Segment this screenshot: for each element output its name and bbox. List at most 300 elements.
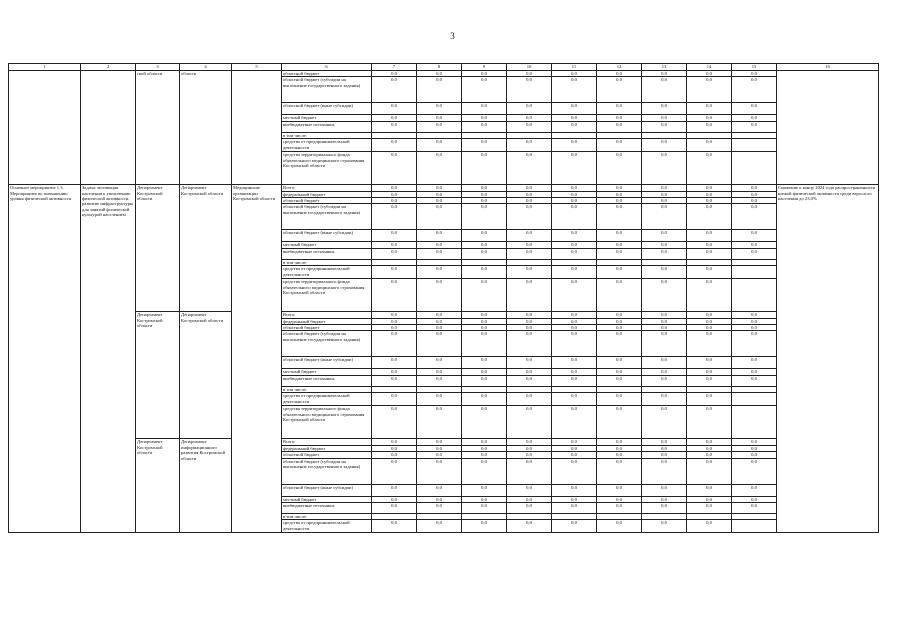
participant-cell: области — [180, 71, 232, 185]
column-header: 10 — [507, 64, 552, 71]
value-cell — [732, 520, 777, 533]
value-cell: 0,0 — [642, 230, 687, 242]
value-cell: 0,0 — [732, 242, 777, 248]
value-cell: 0,0 — [732, 115, 777, 121]
value-cell: 0,0 — [507, 357, 552, 369]
value-cell: 0,0 — [507, 204, 552, 230]
value-cell: 0,0 — [507, 185, 552, 191]
source-label: внебюджетные источники, — [282, 248, 372, 259]
value-cell: 0,0 — [642, 191, 687, 197]
value-cell: 0,0 — [597, 77, 642, 103]
value-cell: 0,0 — [507, 484, 552, 496]
source-label: областной бюджет (субсидии на выполнение государственного задания) — [282, 204, 372, 230]
value-cell: 0,0 — [642, 121, 687, 132]
value-cell: 0,0 — [687, 103, 732, 115]
value-cell: 0,0 — [687, 230, 732, 242]
value-cell: 0,0 — [462, 248, 507, 259]
value-cell: 0,0 — [597, 139, 642, 152]
source-label: средства территориального фонда обязательного медицинского страхования Костромской области — [282, 152, 372, 185]
value-cell: 0,0 — [552, 375, 597, 386]
value-cell: 0,0 — [507, 191, 552, 197]
value-cell: 0,0 — [462, 452, 507, 458]
value-cell: 0,0 — [732, 452, 777, 458]
participant-cell: Департамент информационного развития Костромской области — [180, 439, 232, 533]
value-cell: 0,0 — [552, 248, 597, 259]
value-cell: 0,0 — [552, 406, 597, 439]
value-cell: 0,0 — [417, 445, 462, 451]
value-cell: 0,0 — [372, 375, 417, 386]
value-cell: 0,0 — [507, 520, 552, 533]
value-cell: 0,0 — [417, 242, 462, 248]
value-cell: 0,0 — [507, 406, 552, 439]
value-cell: 0,0 — [507, 331, 552, 357]
value-cell: 0,0 — [507, 452, 552, 458]
column-header: 7 — [372, 64, 417, 71]
value-cell: 0,0 — [507, 248, 552, 259]
value-cell: 0,0 — [372, 458, 417, 484]
value-cell: 0,0 — [642, 357, 687, 369]
value-cell: 0,0 — [507, 103, 552, 115]
value-cell: 0,0 — [552, 71, 597, 77]
value-cell: 0,0 — [597, 248, 642, 259]
participant-cell: Департамент Костромской области — [180, 312, 232, 439]
value-cell: 0,0 — [732, 312, 777, 318]
source-label: местный бюджет — [282, 496, 372, 502]
value-cell: 0,0 — [372, 204, 417, 230]
value-cell: 0,0 — [507, 502, 552, 513]
value-cell: 0,0 — [597, 452, 642, 458]
value-cell: 0,0 — [597, 185, 642, 191]
value-cell: 0,0 — [732, 325, 777, 331]
value-cell: 0,0 — [552, 103, 597, 115]
value-cell: 0,0 — [687, 77, 732, 103]
value-cell: 0,0 — [642, 77, 687, 103]
value-cell: 0,0 — [597, 393, 642, 406]
value-cell: 0,0 — [507, 266, 552, 279]
value-cell: 0,0 — [462, 357, 507, 369]
value-cell: 0,0 — [372, 452, 417, 458]
value-cell: 0,0 — [732, 502, 777, 513]
value-cell: 0,0 — [417, 103, 462, 115]
source-label: местный бюджет — [282, 115, 372, 121]
source-label: в том числе: — [282, 386, 372, 392]
value-cell: 0,0 — [507, 77, 552, 103]
value-cell: 0,0 — [732, 357, 777, 369]
value-cell: 0,0 — [597, 496, 642, 502]
value-cell: 0,0 — [597, 121, 642, 132]
column-header: 9 — [462, 64, 507, 71]
source-label: областной бюджет (иные субсидии) — [282, 484, 372, 496]
column-header: 3 — [136, 64, 180, 71]
column-header: 13 — [642, 64, 687, 71]
indicator-cell — [777, 71, 879, 185]
value-cell: 0,0 — [372, 325, 417, 331]
source-label: областной бюджет — [282, 325, 372, 331]
task-description: Задача: мотивация населения к увеличению физической активности, развитие инфраструктуры для занятий физической культурой населением — [81, 185, 136, 533]
value-cell: 0,0 — [462, 369, 507, 375]
value-cell: 0,0 — [687, 185, 732, 191]
value-cell: 0,0 — [462, 406, 507, 439]
value-cell: 0,0 — [642, 439, 687, 445]
partner-cell — [232, 71, 282, 185]
value-cell: 0,0 — [732, 496, 777, 502]
value-cell: 0,0 — [372, 357, 417, 369]
executor-cell: Департамент Костромской области — [136, 185, 180, 312]
value-cell: 0,0 — [597, 325, 642, 331]
source-label: средства от предпринимательской деятельности — [282, 266, 372, 279]
value-cell: 0,0 — [642, 318, 687, 324]
value-cell: 0,0 — [732, 375, 777, 386]
source-label: местный бюджет — [282, 369, 372, 375]
value-cell: 0,0 — [642, 502, 687, 513]
source-label: областной бюджет (субсидии на выполнение государственного задания) — [282, 331, 372, 357]
value-cell: 0,0 — [597, 502, 642, 513]
value-cell: 0,0 — [372, 502, 417, 513]
value-cell: 0,0 — [462, 242, 507, 248]
value-cell: 0,0 — [507, 318, 552, 324]
value-cell: 0,0 — [597, 406, 642, 439]
value-cell: 0,0 — [642, 484, 687, 496]
value-cell: 0,0 — [687, 121, 732, 132]
source-label: внебюджетные источники, — [282, 502, 372, 513]
value-cell: 0,0 — [552, 502, 597, 513]
value-cell: 0,0 — [507, 375, 552, 386]
value-cell: 0,0 — [507, 230, 552, 242]
value-cell: 0,0 — [462, 439, 507, 445]
source-label: федеральный бюджет — [282, 445, 372, 451]
value-cell: 0,0 — [687, 198, 732, 204]
value-cell: 0,0 — [687, 248, 732, 259]
value-cell: 0,0 — [642, 375, 687, 386]
value-cell: 0,0 — [642, 496, 687, 502]
value-cell: 0,0 — [372, 318, 417, 324]
page-number: 3 — [450, 31, 455, 41]
executor-cell: ской области — [136, 71, 180, 185]
value-cell: 0,0 — [372, 139, 417, 152]
value-cell — [732, 406, 777, 439]
value-cell: 0,0 — [417, 121, 462, 132]
value-cell: 0,0 — [507, 312, 552, 318]
value-cell: 0,0 — [507, 198, 552, 204]
value-cell: 0,0 — [462, 139, 507, 152]
column-header: 2 — [81, 64, 136, 71]
source-label: областной бюджет (иные субсидии) — [282, 230, 372, 242]
source-label: средства территориального фонда обязательного медицинского страхования Костромской области — [282, 279, 372, 312]
value-cell: 0,0 — [462, 152, 507, 185]
value-cell: 0,0 — [372, 406, 417, 439]
value-cell: 0,0 — [597, 266, 642, 279]
value-cell: 0,0 — [597, 115, 642, 121]
value-cell: 0,0 — [642, 248, 687, 259]
value-cell: 0,0 — [462, 204, 507, 230]
value-cell: 0,0 — [552, 139, 597, 152]
value-cell: 0,0 — [642, 115, 687, 121]
column-header: 6 — [282, 64, 372, 71]
value-cell: 0,0 — [597, 204, 642, 230]
partner-cell: Медицинские организации Костромской области — [232, 185, 282, 533]
source-label: средства от предпринимательской деятельности — [282, 520, 372, 533]
value-cell: 0,0 — [642, 406, 687, 439]
value-cell: 0,0 — [417, 115, 462, 121]
value-cell: 0,0 — [462, 520, 507, 533]
value-cell: 0,0 — [687, 279, 732, 312]
value-cell: 0,0 — [372, 496, 417, 502]
value-cell: 0,0 — [417, 406, 462, 439]
value-cell: 0,0 — [687, 445, 732, 451]
value-cell: 0,0 — [507, 152, 552, 185]
value-cell: 0,0 — [552, 496, 597, 502]
value-cell: 0,0 — [507, 325, 552, 331]
value-cell: 0,0 — [417, 452, 462, 458]
value-cell: 0,0 — [462, 325, 507, 331]
value-cell: 0,0 — [552, 312, 597, 318]
value-cell: 0,0 — [462, 230, 507, 242]
value-cell — [732, 266, 777, 279]
value-cell — [732, 279, 777, 312]
value-cell: 0,0 — [552, 452, 597, 458]
value-cell: 0,0 — [417, 458, 462, 484]
value-cell: 0,0 — [507, 445, 552, 451]
value-cell: 0,0 — [732, 185, 777, 191]
value-cell: 0,0 — [372, 331, 417, 357]
value-cell: 0,0 — [417, 198, 462, 204]
value-cell: 0,0 — [642, 458, 687, 484]
source-label: областной бюджет (иные субсидии) — [282, 103, 372, 115]
value-cell: 0,0 — [642, 312, 687, 318]
source-label: областной бюджет (субсидии на выполнение государственного задания) — [282, 77, 372, 103]
value-cell: 0,0 — [462, 484, 507, 496]
value-cell: 0,0 — [687, 139, 732, 152]
value-cell: 0,0 — [597, 458, 642, 484]
value-cell: 0,0 — [507, 139, 552, 152]
value-cell: 0,0 — [687, 242, 732, 248]
source-label: в том числе: — [282, 513, 372, 519]
value-cell: 0,0 — [552, 77, 597, 103]
value-cell: 0,0 — [597, 103, 642, 115]
value-cell: 0,0 — [462, 121, 507, 132]
value-cell: 0,0 — [687, 452, 732, 458]
column-header: 1 — [9, 64, 81, 71]
column-header: 15 — [732, 64, 777, 71]
value-cell: 0,0 — [552, 121, 597, 132]
value-cell — [732, 139, 777, 152]
source-label: областной бюджет (иные субсидии) — [282, 357, 372, 369]
value-cell: 0,0 — [372, 439, 417, 445]
value-cell: 0,0 — [417, 520, 462, 533]
value-cell: 0,0 — [417, 325, 462, 331]
value-cell: 0,0 — [552, 204, 597, 230]
value-cell: 0,0 — [417, 331, 462, 357]
value-cell: 0,0 — [732, 204, 777, 230]
value-cell: 0,0 — [642, 393, 687, 406]
value-cell: 0,0 — [372, 152, 417, 185]
source-label: внебюджетные источники, — [282, 375, 372, 386]
value-cell: 0,0 — [642, 325, 687, 331]
value-cell: 0,0 — [597, 152, 642, 185]
value-cell: 0,0 — [552, 266, 597, 279]
value-cell: 0,0 — [417, 502, 462, 513]
value-cell: 0,0 — [462, 185, 507, 191]
column-header: 14 — [687, 64, 732, 71]
value-cell: 0,0 — [417, 204, 462, 230]
value-cell: 0,0 — [417, 369, 462, 375]
source-label: областной бюджет — [282, 71, 372, 77]
value-cell: 0,0 — [417, 152, 462, 185]
value-cell: 0,0 — [597, 484, 642, 496]
value-cell: 0,0 — [462, 496, 507, 502]
value-cell: 0,0 — [642, 266, 687, 279]
value-cell: 0,0 — [372, 393, 417, 406]
value-cell: 0,0 — [417, 496, 462, 502]
value-cell: 0,0 — [642, 204, 687, 230]
value-cell: 0,0 — [642, 185, 687, 191]
source-label: областной бюджет — [282, 452, 372, 458]
value-cell: 0,0 — [507, 242, 552, 248]
value-cell: 0,0 — [597, 520, 642, 533]
value-cell: 0,0 — [462, 115, 507, 121]
value-cell: 0,0 — [552, 185, 597, 191]
value-cell: 0,0 — [462, 279, 507, 312]
source-label: в том числе: — [282, 259, 372, 265]
value-cell: 0,0 — [732, 484, 777, 496]
value-cell: 0,0 — [732, 198, 777, 204]
value-cell: 0,0 — [597, 318, 642, 324]
value-cell: 0,0 — [507, 71, 552, 77]
value-cell: 0,0 — [597, 71, 642, 77]
value-cell: 0,0 — [642, 520, 687, 533]
value-cell: 0,0 — [732, 121, 777, 132]
value-cell: 0,0 — [372, 266, 417, 279]
value-cell: 0,0 — [552, 484, 597, 496]
value-cell: 0,0 — [687, 325, 732, 331]
value-cell: 0,0 — [417, 230, 462, 242]
source-label: федеральный бюджет — [282, 318, 372, 324]
goal-cell — [9, 71, 81, 185]
value-cell: 0,0 — [372, 484, 417, 496]
value-cell: 0,0 — [642, 445, 687, 451]
value-cell: 0,0 — [507, 279, 552, 312]
column-header: 8 — [417, 64, 462, 71]
value-cell: 0,0 — [507, 458, 552, 484]
value-cell: 0,0 — [417, 191, 462, 197]
value-cell: 0,0 — [552, 331, 597, 357]
value-cell: 0,0 — [687, 115, 732, 121]
value-cell: 0,0 — [417, 484, 462, 496]
value-cell: 0,0 — [732, 77, 777, 103]
value-cell: 0,0 — [597, 375, 642, 386]
value-cell: 0,0 — [597, 230, 642, 242]
value-cell: 0,0 — [687, 520, 732, 533]
value-cell: 0,0 — [462, 191, 507, 197]
value-cell: 0,0 — [597, 357, 642, 369]
source-label: местный бюджет — [282, 242, 372, 248]
value-cell: 0,0 — [372, 445, 417, 451]
source-label: Всего: — [282, 439, 372, 445]
value-cell: 0,0 — [462, 331, 507, 357]
value-cell: 0,0 — [552, 198, 597, 204]
value-cell: 0,0 — [687, 331, 732, 357]
value-cell: 0,0 — [462, 318, 507, 324]
value-cell: 0,0 — [687, 375, 732, 386]
participant-cell: Департамент Костромской области — [180, 185, 232, 312]
source-label: федеральный бюджет — [282, 191, 372, 197]
value-cell: 0,0 — [597, 445, 642, 451]
value-cell: 0,0 — [462, 502, 507, 513]
value-cell: 0,0 — [732, 439, 777, 445]
value-cell: 0,0 — [417, 375, 462, 386]
value-cell: 0,0 — [462, 312, 507, 318]
value-cell: 0,0 — [417, 393, 462, 406]
value-cell: 0,0 — [417, 439, 462, 445]
value-cell: 0,0 — [462, 393, 507, 406]
column-header: 12 — [597, 64, 642, 71]
value-cell: 0,0 — [732, 248, 777, 259]
value-cell: 0,0 — [372, 103, 417, 115]
value-cell: 0,0 — [372, 121, 417, 132]
value-cell: 0,0 — [597, 191, 642, 197]
value-cell: 0,0 — [372, 520, 417, 533]
value-cell: 0,0 — [507, 393, 552, 406]
value-cell: 0,0 — [417, 77, 462, 103]
value-cell: 0,0 — [597, 439, 642, 445]
value-cell: 0,0 — [732, 103, 777, 115]
value-cell: 0,0 — [552, 393, 597, 406]
column-header: 11 — [552, 64, 597, 71]
value-cell: 0,0 — [372, 191, 417, 197]
value-cell: 0,0 — [597, 279, 642, 312]
value-cell: 0,0 — [642, 242, 687, 248]
value-cell: 0,0 — [597, 198, 642, 204]
value-cell: 0,0 — [552, 357, 597, 369]
value-cell: 0,0 — [732, 369, 777, 375]
value-cell: 0,0 — [687, 191, 732, 197]
source-label: областной бюджет — [282, 198, 372, 204]
value-cell: 0,0 — [732, 458, 777, 484]
budget-table — [8, 63, 879, 533]
value-cell: 0,0 — [552, 242, 597, 248]
value-cell: 0,0 — [372, 242, 417, 248]
value-cell: 0,0 — [732, 230, 777, 242]
value-cell: 0,0 — [687, 502, 732, 513]
value-cell: 0,0 — [642, 198, 687, 204]
header-row — [9, 64, 879, 71]
value-cell: 0,0 — [732, 445, 777, 451]
source-label: внебюджетные источники, — [282, 121, 372, 132]
value-cell: 0,0 — [417, 248, 462, 259]
source-label: средства от предпринимательской деятельности — [282, 139, 372, 152]
value-cell: 0,0 — [417, 312, 462, 318]
value-cell: 0,0 — [417, 185, 462, 191]
value-cell: 0,0 — [462, 266, 507, 279]
value-cell: 0,0 — [552, 152, 597, 185]
value-cell: 0,0 — [642, 152, 687, 185]
value-cell: 0,0 — [372, 77, 417, 103]
value-cell: 0,0 — [372, 198, 417, 204]
value-cell: 0,0 — [687, 71, 732, 77]
source-label: Всего: — [282, 185, 372, 191]
value-cell: 0,0 — [417, 357, 462, 369]
value-cell: 0,0 — [462, 458, 507, 484]
value-cell: 0,0 — [507, 115, 552, 121]
value-cell: 0,0 — [732, 191, 777, 197]
value-cell: 0,0 — [552, 458, 597, 484]
source-label: в том числе: — [282, 132, 372, 138]
value-cell: 0,0 — [642, 103, 687, 115]
value-cell: 0,0 — [507, 439, 552, 445]
value-cell: 0,0 — [372, 312, 417, 318]
value-cell: 0,0 — [597, 312, 642, 318]
value-cell: 0,0 — [372, 248, 417, 259]
